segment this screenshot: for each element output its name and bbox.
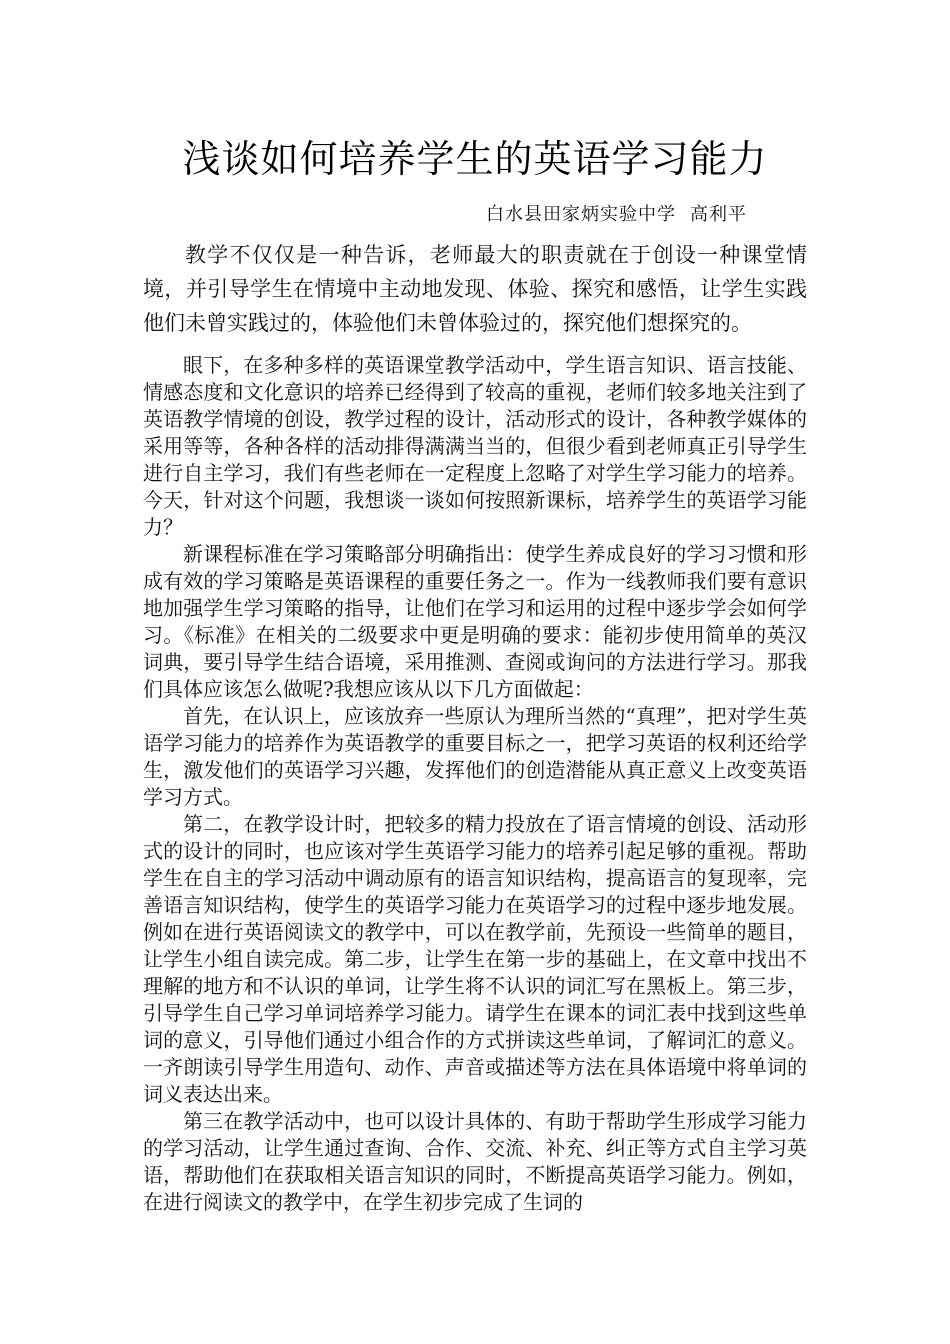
- abstract-paragraph: 教学不仅仅是一种告诉，老师最大的职责就在于创设一种课堂情境，并引导学生在情境中主动地发现、体验、探究和感悟，让学生实践他们未曾实践过的，体验他们未曾体验过的，探究他们想探究的。: [143, 243, 807, 335]
- author-name: 高利平: [690, 204, 747, 225]
- author-line: [486, 200, 747, 226]
- body-paragraph-1: 眼下，在多种多样的英语课堂教学活动中，学生语言知识、语言技能、情感态度和文化意识的培养已经得到了较高的重视，老师们较多地关注到了英语教学情境的创设，教学过程的设计，活动形式的设计，各种教学媒体的采用等等，各种各样的活动排得满满当当的，但很少看到老师真正引导学生进行自主学习，我们有些老师在一定程度上忽略了对学生学习能力的培养。今天，针对这个问题，我想谈一谈如何按照新课标，培养学生的英语学习能力？: [143, 353, 807, 539]
- body-text: [143, 352, 807, 1216]
- body-paragraph-4: 第二，在教学设计时，把较多的精力投放在了语言情境的创设、活动形式的设计的同时，也应该对学生英语学习能力的培养引起足够的重视。帮助学生在自主的学习活动中调动原有的语言知识结构，提高语言的复现率，完善语言知识结构，使学生的英语学习能力在英语学习的过程中逐步地发展。例如在进行英语阅读文的教学中，可以在教学前，先预设一些简单的题目，让学生小组自读完成。第二步，让学生在第一步的基础上，在文章中找出不理解的地方和不认识的单词，让学生将不认识的词汇写在黑板上。第三步，引导学生自己学习单词培养学习能力。请学生在课本的词汇表中找到这些单词的意义，引导他们通过小组合作的方式拼读这些单词，了解词汇的意义。一齐朗读引导学生用造句、动作、声音或描述等方法在具体语境中将单词的词义表达出来。: [143, 812, 807, 1106]
- body-paragraph-2: 新课程标准在学习策略部分明确指出：使学生养成良好的学习习惯和形成有效的学习策略是英语课程的重要任务之一。作为一线教师我们要有意识地加强学生学习策略的指导，让他们在学习和运用的过程中逐步学会如何学习。《标准》在相关的二级要求中更是明确的要求：能初步使用简单的英汉词典，要引导学生结合语境，采用推测、查阅或询问的方法进行学习。那我们具体应该怎么做呢?我想应该从以下几方面做起：: [143, 542, 807, 701]
- body-paragraph-5: 第三在教学活动中，也可以设计具体的、有助于帮助学生形成学习能力的学习活动，让学生通过查询、合作、交流、补充、纠正等方式自主学习英语，帮助他们在获取相关语言知识的同时，不断提高英语学习能力。例如，在进行阅读文的教学中，在学生初步完成了生词的: [143, 1109, 807, 1214]
- body-paragraph-3: 首先，在认识上，应该放弃一些原认为理所当然的“真理”，把对学生英语学习能力的培养作为英语教学的重要目标之一，把学习英语的权利还给学生，激发他们的英语学习兴趣，发挥他们的创造潜能从真正意义上改变英语学习方式。: [143, 704, 807, 809]
- document-title: 浅谈如何培养学生的英语学习能力: [182, 137, 768, 181]
- author-affiliation: 白水县田家炳实验中学: [486, 204, 676, 225]
